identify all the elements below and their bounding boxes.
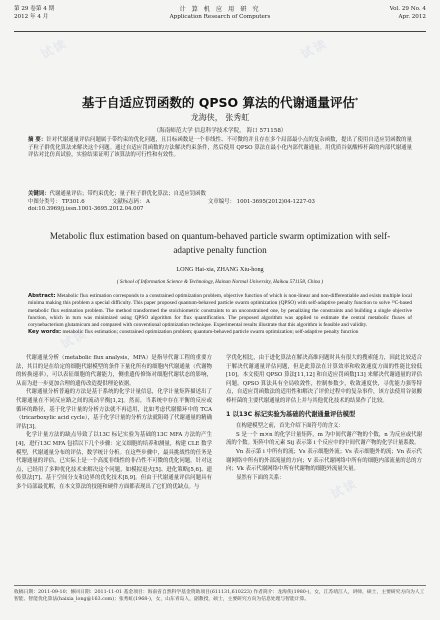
header-rule [14, 31, 426, 32]
paragraph: 显然有下面的关系： [236, 474, 285, 481]
abstract-en-text: Metabolic flux estimation corresponds to a constrained optimization problem, objective function of which is non-linear and non-differentiable and exists multiple local minima making this problem a special difficulty. This paper proposed quantum-behaved particle swarm optimization (QPSO) with self-adaptive penalty function to solve ¹³C-based metabolic flux estimation problem. The method transformed the stoichiometric constraints to an unconstrained one, by penalizing the constraints and building a single objective function, which in turn was minimized using QPSO algorithm for flux quantification. The proposed algorithm was applied to estimate the central metabolic fluxes of corynebacterium glutamicum and compared with conventional optimization technique. Experimental results illustrate that this algorithm is feasible and validity. [28, 293, 413, 329]
paper-title-cn: 基于自适应罚函数的 QPSO 算法的代谢通量评估* [81, 95, 359, 110]
footnote: 收稿日期：2011-09-10；修回日期：2011-11-01 基金项目：海南省自然科学基金资助项目(611131,610223) 作者简介：龙海侠(1980-)，女，江苏靖江人，讲师，硕士，主要研究方向为人工智能、智能优化算法(haixia_long@163.com)；张秀虹(1968-)，女，山东青岛人，副教授，硕士，主要研究方向为信息处理与智能计算。 [14, 585, 426, 603]
paragraph: 学优化相比，由于进化算法在解决高维问题时具有很大的搜索能力，因此比较适合于解决代谢通量评估问题，但是此算法在计算效率和收敛速度方面的性能比较低[10]。本文使用 QPSO 算法[11,12] 和自适应罚函数[13] 来解决代谢通量的评估问题。QPSO 算法具有全局收敛性，控制参数少，收敛速度快，寻优能力强等特点，自适应罚函数法的适用性和解决了评价过程中的复杂事件，该方法使用谷氨酸棒杆菌的主要代谢通量的评估上并与其他优化技术的结果作了比较。 [226, 355, 422, 404]
doi: doi:10.3969/j.issn.1001-3695.2012.04.007 [28, 206, 144, 213]
volume-issue-en: Vol. 29 No. 4 [389, 6, 426, 12]
abstract-en [28, 293, 412, 337]
authors-en: LONG Hai-xia, ZHANG Xiu-hong [176, 266, 264, 273]
journal-name [14, 6, 426, 21]
paper-title-en: Metabolic flux estimation based on quantum-behaved particle swarm optimization with self-adaptive penalty function [49, 231, 391, 255]
issue-date-en: Apr. 2012 [398, 13, 426, 20]
keywords-cn-text: 代谢通量评估；带约束优化；量子粒子群优化算法；自适应罚函数 [49, 191, 206, 197]
watermark: 试读 [38, 36, 70, 62]
running-header [14, 6, 426, 28]
keywords-cn-label: 关键词： [28, 191, 50, 197]
journal-name-cn: 计 算 机 应 用 研 究 [179, 6, 261, 13]
document-code: 文献标志码： A [112, 199, 150, 205]
paragraph: 代谢通量分析（metabolic flux analysis，MFA）是指导代谢工程的重要方法，其目的是在给定的细胞代谢模型的条件下量化所有的细胞内代谢通量（代谢物的转换速率），可以表征细胞的代谢能力，侧重遗传修饰对细胞代谢状态的影响，从而为进一步更加合理的遗传改造提供理论依据。 [16, 355, 212, 387]
article-number: 文章编号： 1001-3695(2012)04-1227-03 [208, 199, 315, 205]
volume-issue: 第 29 卷第 4 期 [14, 6, 55, 12]
paragraph: 化学计量方法的缺点导致了以13C 标记实验为基础的13C MFA 方法的产生[4]，进行13C MFA 包括以下几个步骤：定义细胞的培养和测量，构建 CLE 数学模型，代谢通量分布的评估，数学统计分析。在这些步骤中，最具挑战性的任务是代谢通量的评估，已实际上是一个高度非线性的非凸性不可微的优化问题。针对这点，已经用了多种优化技术来解决这个问题，如模拟退火[5]、进化策略[5,6]、遗传算法[7]、基于空间分支和边界的优化技术[8,9]。但由于代谢通量评估问题具有多个局部最优解，在本文算法的技能和硬件方面都表现出了它们的优缺点。与 [16, 432, 212, 490]
affiliation-cn: （海南师范大学 信息科学技术学院， 海口 571158） [153, 128, 287, 134]
clc-number: 中图分类号： TP301.6 [28, 199, 85, 205]
section-heading: 1 以13C 标记实验为基础的代谢通量评估模型 [226, 410, 356, 418]
paragraph: 在构建模型之前，首先介绍下面符号的含义： [236, 423, 344, 430]
abstract-cn-text: 针对代谢通量评估问题属于带约束的优化问题，且目标函数是一个非线性、不可微的并且存在多个局部最小点的复杂函数，提出了使用自适应罚函数的量子粒子群优化算法来解决这个问题。通过自适应罚函数的方法解决约束条件，然后使用 QPSO 算法在最小化内部代谢通量。用优质谷氨酸棒杆菌的内部代谢通量评估对比仿真试验，实验结果证明了该算法的可行性和有效性。 [28, 137, 412, 159]
keywords-cn [28, 191, 412, 199]
article-meta [28, 199, 412, 214]
paragraph: S 是一个 m×n 的化学计量矩阵，m 为中间代谢产物的个数，n 为反应或代谢流的个数。矩阵中的元素 Sij 表示第 i 个反应中的中间代谢产物的化学计量系数。 [226, 431, 422, 447]
abstract-en-label: Abstract: [28, 293, 56, 299]
journal-name-en: Application Research of Computers [169, 13, 271, 20]
keywords-en-text: metabolic flux estimation; constrained optimization problem; quantum-behaved particle swarm optimization; self-adaptive penalty function [62, 329, 359, 336]
keywords-en-label: Key words: [28, 329, 62, 336]
body-left-column [16, 354, 212, 492]
abstract-cn [28, 137, 412, 160]
watermark: 试读 [328, 476, 360, 502]
issue-date: 2012 年 4 月 [14, 13, 49, 20]
watermark: 试读 [58, 326, 90, 352]
watermark: 试读 [298, 36, 330, 62]
paragraph: 代谢通量分析普遍的方法是基于系统的化学计量信息，化学计量矩阵描述出了代谢通量在不同反应路之间的流动平衡[1,2]。然而，当系统中存在平衡的反应或循环的路径，基于化学计量的分析方法就不再适用，比如考虑代谢循环中的 TCA（tricarboxylic acid cycle），基于化学计量的分析方法就阻碍了代谢通量的精确评估[3]。 [16, 389, 212, 430]
journal-volume-en [390, 6, 426, 21]
body-right-column [226, 354, 422, 482]
abstract-cn-label: 摘 要： [28, 137, 47, 143]
paragraph: Vn 表示第 i 中所有的流；Vs 表示细胞外流；Vs 表示细胞外的流；Vn 表示代谢网络中所有的外部流量的方向；V 表示代谢网络中所有的细胞内部流量的总的方向；Vk 表示代谢网络中所有代谢物的细胞外流量矢量。 [226, 448, 422, 473]
authors-cn: 龙海侠， 张秀虹 [190, 113, 250, 122]
affiliation-en: ( School of Information Science & Technology, Hainan Normal University, Haikou 571158, China ) [116, 279, 324, 285]
